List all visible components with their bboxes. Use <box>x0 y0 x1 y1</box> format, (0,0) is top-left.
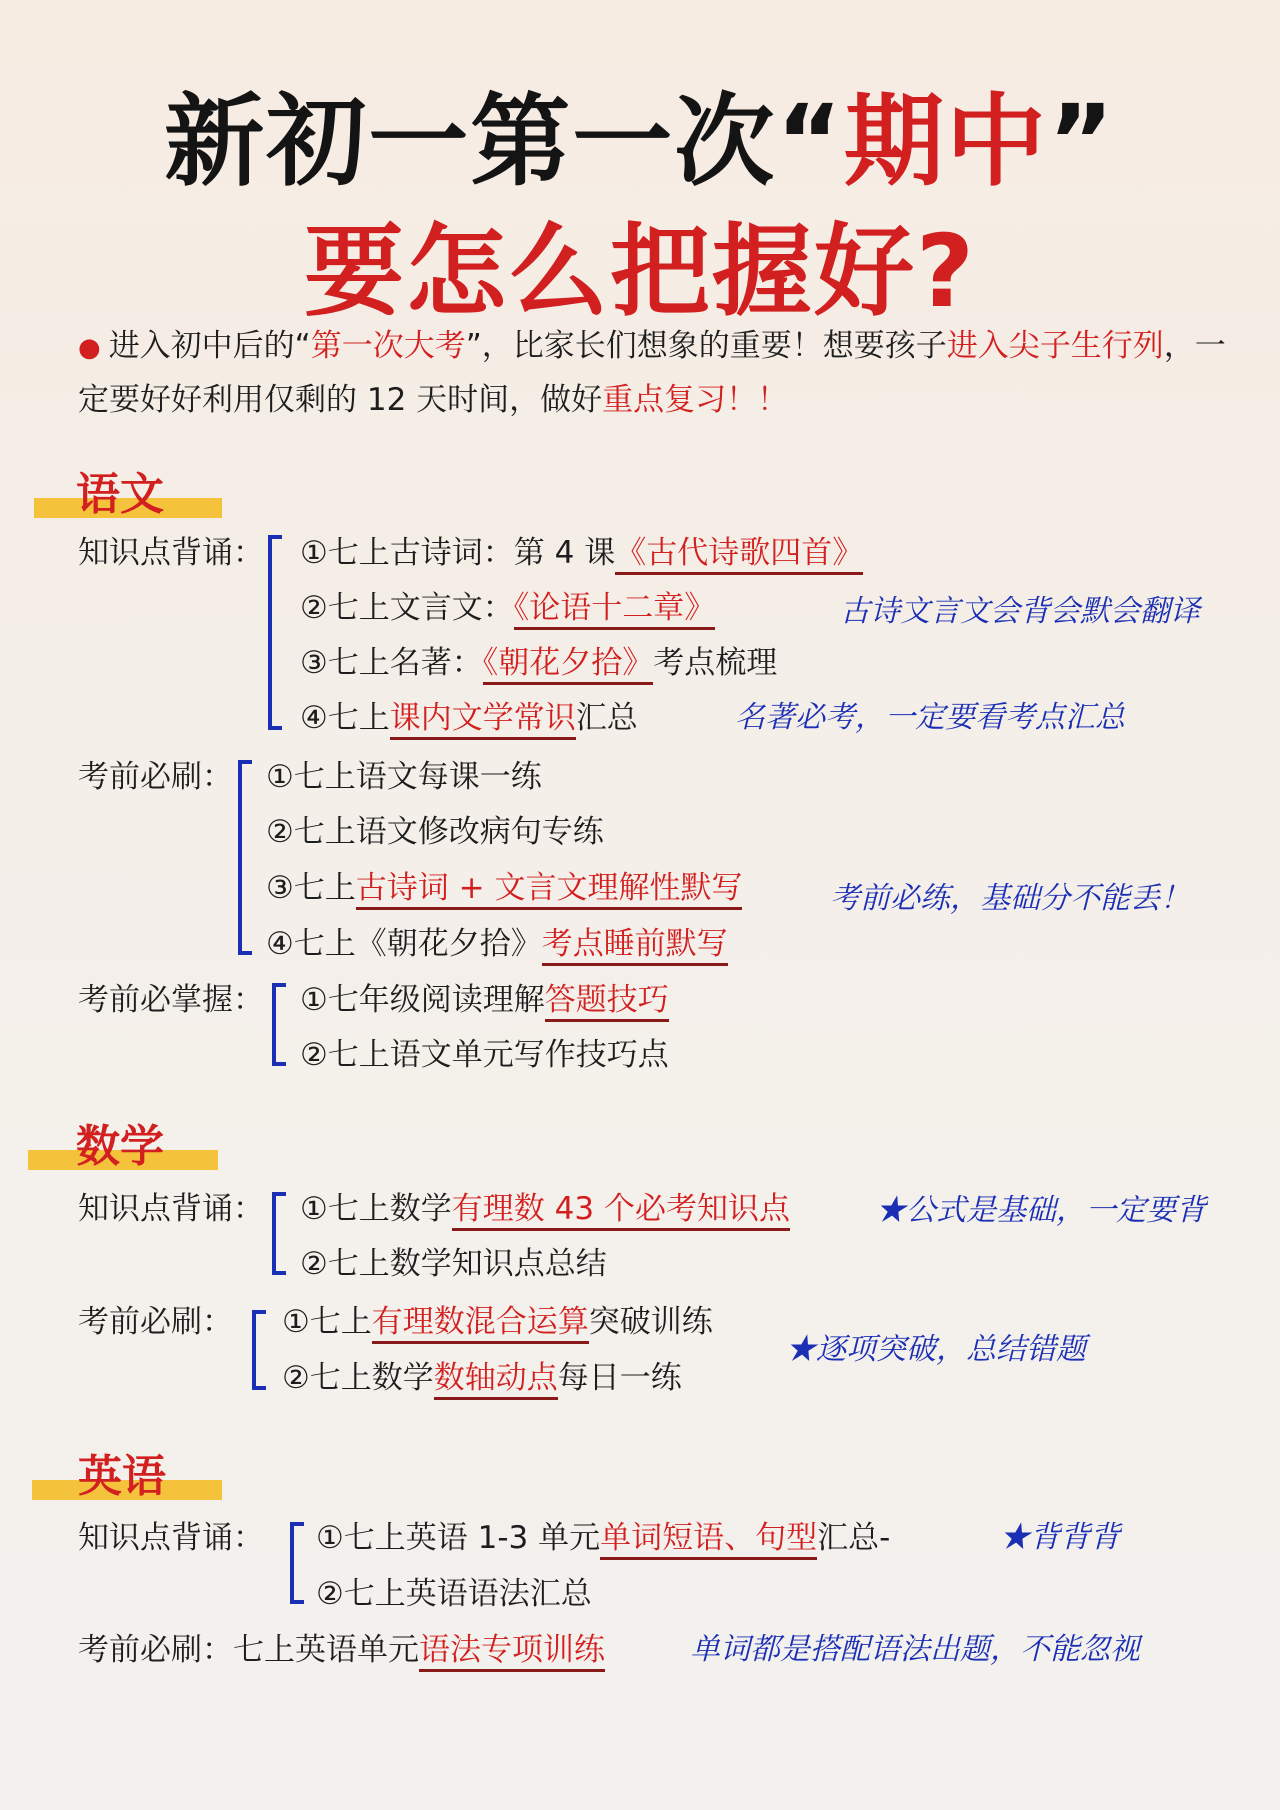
section-title-math <box>28 1120 228 1174</box>
intro-highlight: 第一次大考 <box>310 328 466 364</box>
intro-text: 进入初中后的“ <box>108 328 311 364</box>
list-item: ①七年级阅读理解答题技巧 <box>300 978 669 1022</box>
page-title-line2: 要怎么把握好? <box>303 213 976 330</box>
title-text-c: ” <box>1048 83 1116 200</box>
group-label: 考前必刷： <box>78 1304 233 1340</box>
list-item: ②七上文言文：《论语十二章》 <box>300 586 715 630</box>
group-brace <box>272 983 286 1066</box>
section-title-english <box>32 1450 232 1504</box>
handwritten-note: ★公式是基础，一定要背 <box>876 1193 1206 1228</box>
group-brace <box>272 1192 286 1275</box>
group-brace <box>252 1310 266 1390</box>
section-title-text: 英语 <box>78 1451 166 1502</box>
group-brace <box>290 1522 304 1604</box>
group-label: 知识点背诵： <box>78 1520 264 1556</box>
title-text-a: 新初一第一次“ <box>164 83 844 200</box>
list-item: ①七上语文每课一练 <box>266 759 542 795</box>
handwritten-note: 考前必练，基础分不能丢！ <box>830 881 1190 916</box>
section-title-chinese <box>34 468 234 522</box>
intro-text: ，一定要好好利用仅剩的 12 天时间，做好 <box>78 328 1226 418</box>
list-item: ①七上英语 1-3 单元单词短语、句型汇总- <box>316 1516 890 1560</box>
section-title-text: 数学 <box>76 1121 164 1172</box>
list-item: ④七上课内文学常识汇总 <box>300 696 638 740</box>
handwritten-note: ★逐项突破，总结错题 <box>786 1332 1086 1367</box>
list-item: ③七上古诗词 + 文言文理解性默写 <box>266 866 742 910</box>
intro-text: ”，比家长们想象的重要！想要孩子 <box>465 328 947 364</box>
bullet-dot: ● <box>78 333 101 363</box>
intro-highlight: 进入尖子生行列 <box>946 328 1164 364</box>
list-item: ③七上名著：《朝花夕拾》考点梳理 <box>300 641 777 685</box>
intro-paragraph <box>78 320 1228 426</box>
handwritten-note: 古诗文言文会背会默会翻译 <box>840 594 1200 629</box>
title-highlight: 期中 <box>844 83 1048 200</box>
handwritten-note: 名著必考，一定要看考点汇总 <box>735 700 1125 735</box>
page-title-line1 <box>0 82 1280 202</box>
group-brace <box>238 760 252 955</box>
list-item: ①七上数学有理数 43 个必考知识点 <box>300 1187 790 1231</box>
group-label: 考前必刷： <box>78 759 233 795</box>
handwritten-note: 单词都是搭配语法出题，不能忽视 <box>690 1632 1140 1667</box>
intro-highlight: 重点复习！！ <box>602 382 789 418</box>
list-item: ②七上语文修改病句专练 <box>266 814 604 850</box>
section-title-text: 语文 <box>76 469 164 520</box>
handwritten-note: ★背背背 <box>1000 1520 1120 1555</box>
list-item: ①七上有理数混合运算突破训练 <box>282 1300 713 1344</box>
list-item: ②七上数学数轴动点每日一练 <box>282 1356 682 1400</box>
list-item: 考前必刷：七上英语单元语法专项训练 <box>78 1628 605 1672</box>
group-label: 考前必掌握： <box>78 982 264 1018</box>
group-label: 知识点背诵： <box>78 1191 264 1227</box>
list-item: ②七上数学知识点总结 <box>300 1246 607 1282</box>
list-item: ④七上《朝花夕拾》考点睡前默写 <box>266 922 728 966</box>
group-label: 知识点背诵： <box>78 535 264 571</box>
group-brace <box>268 535 282 730</box>
list-item: ②七上英语语法汇总 <box>316 1576 592 1612</box>
list-item: ①七上古诗词：第 4 课《古代诗歌四首》 <box>300 531 863 575</box>
list-item: ②七上语文单元写作技巧点 <box>300 1037 669 1073</box>
